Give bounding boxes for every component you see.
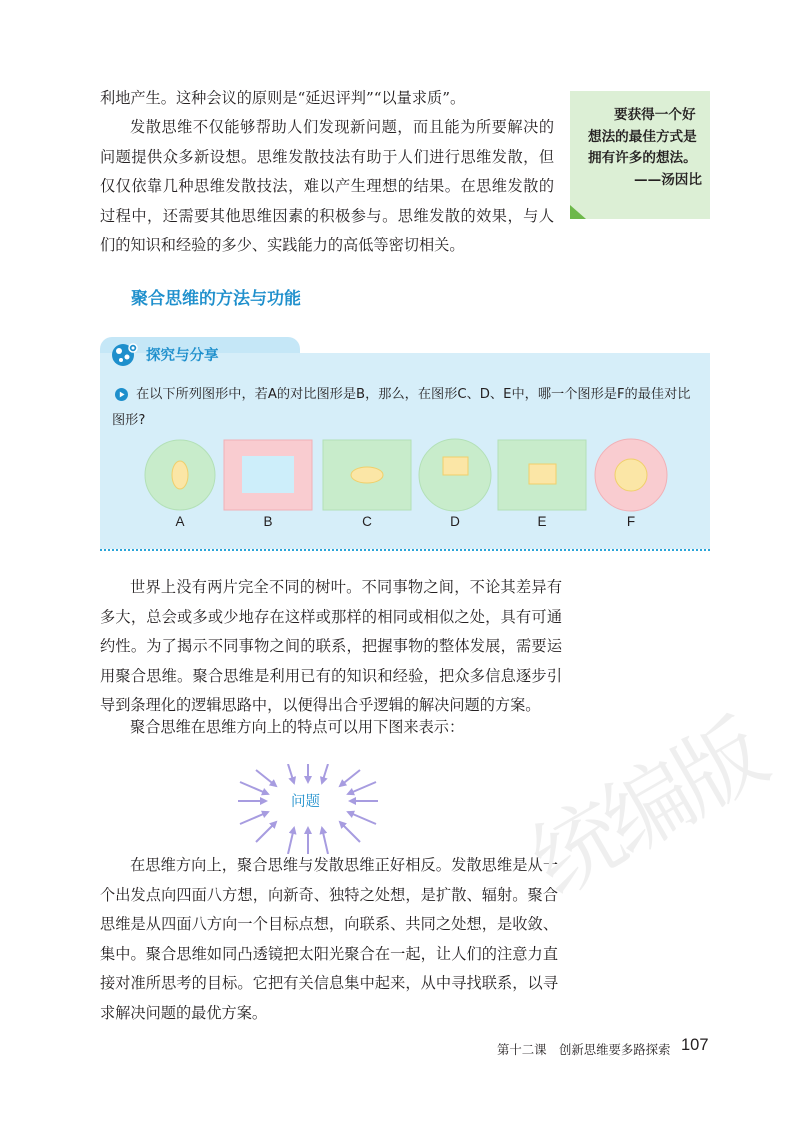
- figure-label-b: B: [263, 514, 273, 529]
- diagram-center-label: 问题: [291, 794, 320, 810]
- explore-title: 探究与分享: [146, 348, 219, 364]
- figure-e: [498, 440, 586, 510]
- figure-c: [323, 440, 411, 510]
- figure-label-e: E: [537, 514, 547, 529]
- figure-d: [419, 439, 491, 511]
- quote-line-3: 拥有许多的想法。: [588, 150, 697, 167]
- figure-label-c: C: [362, 514, 372, 529]
- section-title: 聚合思维的方法与功能: [131, 289, 301, 309]
- quote-line-2: 想法的最佳方式是: [588, 128, 697, 145]
- watermark: 统编版: [514, 702, 779, 915]
- figure-label-f: F: [626, 514, 636, 529]
- figure-label-d: D: [450, 514, 460, 529]
- explore-question: 在以下所列图形中，若A的对比图形是B，那么，在图形C、D、E中，哪一个图形是F的最佳对比图形?: [112, 387, 691, 428]
- paragraph-5: 在思维方向上，聚合思维与发散思维正好相反。发散思维是从一个出发点向四面八方想，向新奇、独特之处想，是扩散、辐射。聚合思维是从四面八方向一个目标点想，向联系、共同之处想，是收敛、集中。聚合思维如同凸透镜把太阳光聚合在一起，让人们的注意力直接对准所思考的目标。它把有关信息集中起来，从中寻找联系，以寻求解决问题的最优方案。: [100, 856, 558, 1022]
- figure-label-a: A: [175, 514, 185, 529]
- paragraph-4: 聚合思维在思维方向上的特点可以用下图来表示：: [130, 718, 465, 736]
- paragraph-2: 发散思维不仅能够帮助人们发现新问题，而且能为所要解决的问题提供众多新设想。思维发散技法有助于人们进行思维发散，但仅仅依靠几种思维发散技法，难以产生理想的结果。在思维发散的过程中，还需要其他思维因素的积极参与。思维发散的效果，与人们的知识和经验的多少、实践能力的高低等密切相关。: [100, 118, 554, 255]
- paragraph-1: 利地产生。这种会议的原则是“延迟评判”“以量求质”。: [100, 89, 466, 107]
- figure-b: [224, 440, 312, 510]
- quote-line-1: 要获得一个好: [614, 107, 696, 123]
- figure-a: [145, 440, 215, 510]
- footer-chapter: 第十二课 创新思维要多路探索: [497, 1042, 671, 1057]
- figure-f: [595, 439, 667, 511]
- page-number: 107: [681, 1036, 709, 1054]
- quote-author: ——汤因比: [634, 171, 702, 188]
- paragraph-3: 世界上没有两片完全不同的树叶。不同事物之间，不论其差异有多大，总会或多或少地存在这样或那样的相同或相似之处，具有可通约性。为了揭示不同事物之间的联系，把握事物的整体发展，需要运用聚合思维。聚合思维是利用已有的知识和经验，把众多信息逐步引导到条理化的逻辑思路中，以便得出合乎逻辑的解决问题的方案。: [100, 578, 562, 715]
